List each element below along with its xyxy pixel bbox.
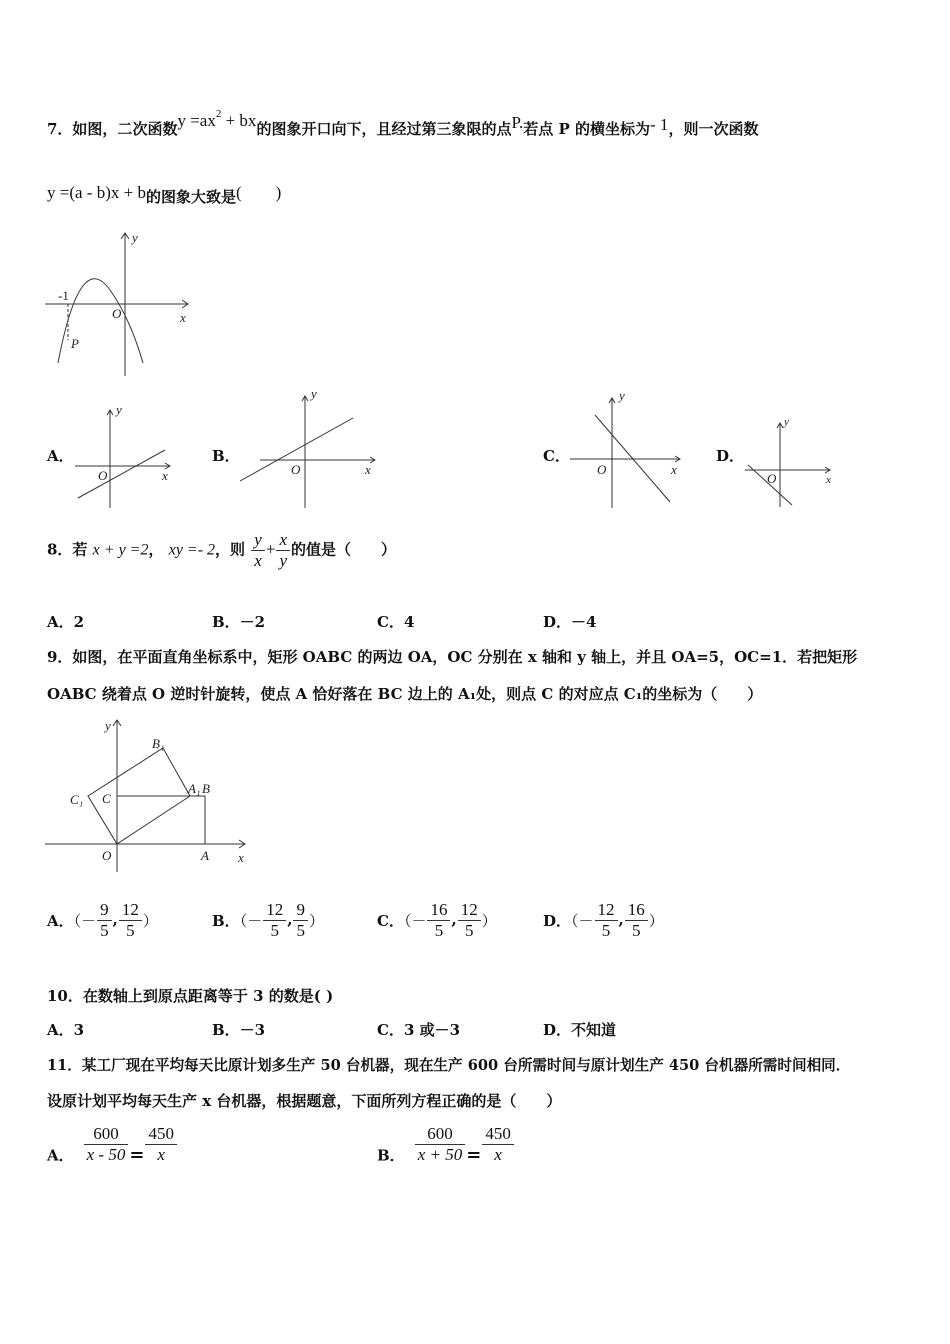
q9-option-d: D．（－ $\frac{12}{5}$ , $\frac{16}{5}$ ）: [543, 900, 664, 940]
origin-label: O: [597, 462, 607, 477]
x-label: x: [365, 462, 371, 477]
option-label: A．: [47, 1146, 74, 1165]
fraction: [84, 1124, 129, 1165]
q8-text: ，则: [215, 540, 246, 559]
numerator: x: [276, 530, 290, 551]
denominator: 5: [434, 921, 444, 940]
q7-line2: [47, 178, 281, 207]
q7-option-d-graph: [740, 415, 840, 510]
q10-option-a: A．3: [47, 1021, 85, 1039]
fraction: [595, 900, 618, 941]
q10-text: 10．在数轴上到原点距离等于 3 的数是( ): [47, 987, 334, 1005]
q7-p: P.: [511, 113, 524, 132]
numerator: 600: [415, 1124, 466, 1145]
q7-option-b-graph: [235, 388, 385, 513]
fraction: [415, 1124, 466, 1165]
denominator: 5: [270, 921, 279, 940]
q7-text: 若点 P 的横坐标为: [523, 120, 651, 138]
origin-label: O: [767, 471, 777, 486]
option-label: D．: [543, 912, 572, 930]
neg1-label: -1: [58, 288, 69, 303]
numerator: 12: [263, 900, 286, 921]
fraction: [482, 1124, 514, 1165]
denominator: 5: [296, 921, 305, 940]
x-label: x: [162, 468, 168, 483]
x-label: x: [180, 310, 186, 325]
b-label: B: [202, 781, 210, 796]
q7-eq2: y =(a - b)x + b: [47, 183, 146, 202]
eq: + bx: [221, 111, 257, 130]
denominator: 5: [100, 921, 109, 940]
y-label: y: [311, 386, 317, 401]
paren: （－: [239, 912, 263, 930]
y-label: y: [619, 388, 625, 403]
fraction: [427, 900, 450, 941]
x-label: x: [671, 462, 677, 477]
q7-parabola-figure: [40, 228, 200, 378]
equals: =: [466, 1144, 482, 1166]
denominator: y: [279, 551, 287, 570]
q7-option-a-label: A．: [47, 447, 74, 465]
q10-option-d: D．不知道: [543, 1021, 617, 1039]
fraction: [293, 900, 308, 941]
q7-option-a-graph: [70, 400, 180, 510]
numerator: 12: [119, 900, 142, 921]
fraction: [145, 1124, 177, 1165]
q8-text: 的值是（ ）: [290, 540, 396, 559]
origin-label: O: [102, 848, 112, 863]
denominator: 5: [632, 921, 641, 940]
y-label: y: [116, 402, 122, 417]
origin-label: O: [112, 306, 122, 321]
numerator: 9: [293, 900, 308, 921]
numerator: y: [251, 530, 265, 551]
denominator: x: [254, 551, 262, 570]
line-graph: [78, 450, 165, 498]
q7-text: 的图象开口向下，且经过第三象限的点: [256, 120, 512, 138]
paren: ）: [481, 912, 497, 930]
q7-option-c-label: C．: [543, 447, 570, 465]
q8-option-c: C．4: [377, 613, 415, 631]
option-label: B．: [212, 912, 240, 930]
a-label: A: [201, 848, 209, 863]
fraction: [276, 530, 290, 571]
fraction: [119, 900, 142, 941]
plus: +: [265, 539, 276, 559]
q7-text: ，则一次函数: [668, 120, 759, 138]
q7-line1: [47, 108, 758, 139]
y-label: y: [784, 416, 789, 428]
paren: （－: [73, 912, 97, 930]
q9-line2: OABC 绕着点 O 逆时针旋转，使点 A 恰好落在 BC 边上的 A₁处，则点 C 的对应点 C₁的坐标为（ ）: [47, 685, 763, 703]
paren: （－: [571, 912, 594, 930]
numerator: 16: [427, 900, 450, 921]
numerator: 12: [595, 900, 618, 921]
denominator: x: [494, 1145, 502, 1164]
denominator: 5: [601, 921, 611, 940]
fraction: [458, 900, 481, 941]
q11-line2: 设原计划平均每天生产 x 台机器，根据题意，下面所列方程正确的是（ ）: [47, 1092, 562, 1110]
option-label: B．: [377, 1146, 405, 1165]
denominator: x + 50: [417, 1145, 463, 1164]
q10-option-c: C．3 或－3: [377, 1021, 461, 1039]
numerator: 16: [625, 900, 648, 921]
p-label: P: [71, 336, 79, 351]
numerator: 450: [482, 1124, 514, 1145]
eq-sup: 2: [215, 108, 222, 120]
q11-option-b: [377, 1124, 515, 1166]
denominator: 5: [126, 921, 135, 940]
origin-label: O: [98, 468, 108, 483]
fraction: [97, 900, 112, 941]
numerator: 600: [84, 1124, 129, 1145]
fraction: [263, 900, 286, 941]
q7-option-c-graph: [565, 390, 690, 515]
denominator: x: [157, 1145, 165, 1164]
q8-eq2: xy =- 2: [168, 541, 216, 559]
q7-text: 7．如图，二次函数: [47, 120, 178, 138]
x-label: x: [826, 474, 831, 486]
paren: ）: [648, 912, 664, 930]
q9-line1: 9．如图，在平面直角坐标系中，矩形 OABC 的两边 OA，OC 分别在 x 轴和 y 轴上，并且 OA=5，OC=1．若把矩形: [47, 648, 858, 666]
q7-text: 的图象大致是: [145, 188, 236, 206]
y-label: y: [132, 230, 138, 245]
q9-rectangle-figure: [40, 712, 260, 872]
denominator: 5: [464, 921, 474, 940]
q7-eq1: [177, 108, 257, 130]
q7-option-d-label: D．: [716, 447, 745, 465]
fraction: [251, 530, 265, 571]
q7-neg1: - 1: [650, 115, 669, 134]
origin-label: O: [291, 462, 301, 477]
option-label: C．: [377, 912, 404, 930]
equals: =: [129, 1144, 145, 1166]
c1-label: C₁: [70, 792, 84, 807]
q8-option-b: B．－2: [212, 613, 266, 631]
q9-option-a: A．（－ $\frac{9}{5}$ , $\frac{12}{5}$ ）: [47, 900, 158, 940]
paren: （－: [403, 912, 427, 930]
fraction: [625, 900, 648, 941]
q9-option-b: B．（－ $\frac{12}{5}$ , $\frac{9}{5}$ ）: [212, 900, 324, 940]
numerator: 9: [97, 900, 112, 921]
b1-label: B₁: [152, 736, 165, 751]
q8-option-a: A．2: [47, 613, 85, 631]
q9-option-c: C．（－ $\frac{16}{5}$ , $\frac{12}{5}$ ）: [377, 900, 497, 940]
q8-text: 8．若: [47, 540, 88, 559]
numerator: 450: [145, 1124, 177, 1145]
x-label: x: [238, 850, 244, 865]
numerator: 12: [458, 900, 481, 921]
option-label: A．: [47, 912, 74, 930]
q10-option-b: B．－3: [212, 1021, 266, 1039]
c-label: C: [102, 791, 111, 806]
paren: ）: [308, 912, 324, 930]
answer-paren: ( ): [235, 183, 282, 202]
denominator: x - 50: [86, 1145, 126, 1164]
q8-line: [47, 530, 396, 571]
q8-eq1: x + y =2: [92, 541, 149, 559]
q8-option-d: D．－4: [543, 613, 597, 631]
a1-label: A₁: [188, 781, 201, 796]
eq: y =ax: [177, 111, 216, 130]
q11-option-a: [47, 1124, 178, 1166]
y-label: y: [105, 718, 111, 733]
q11-line1: 11．某工厂现在平均每天比原计划多生产 50 台机器，现在生产 600 台所需时间与原计划生产 450 台机器所需时间相同．: [47, 1057, 851, 1074]
q7-option-b-label: B．: [212, 447, 240, 465]
q8-text: ，: [148, 540, 164, 559]
rectangle-oabc: [117, 796, 205, 844]
paren: ）: [142, 912, 158, 930]
